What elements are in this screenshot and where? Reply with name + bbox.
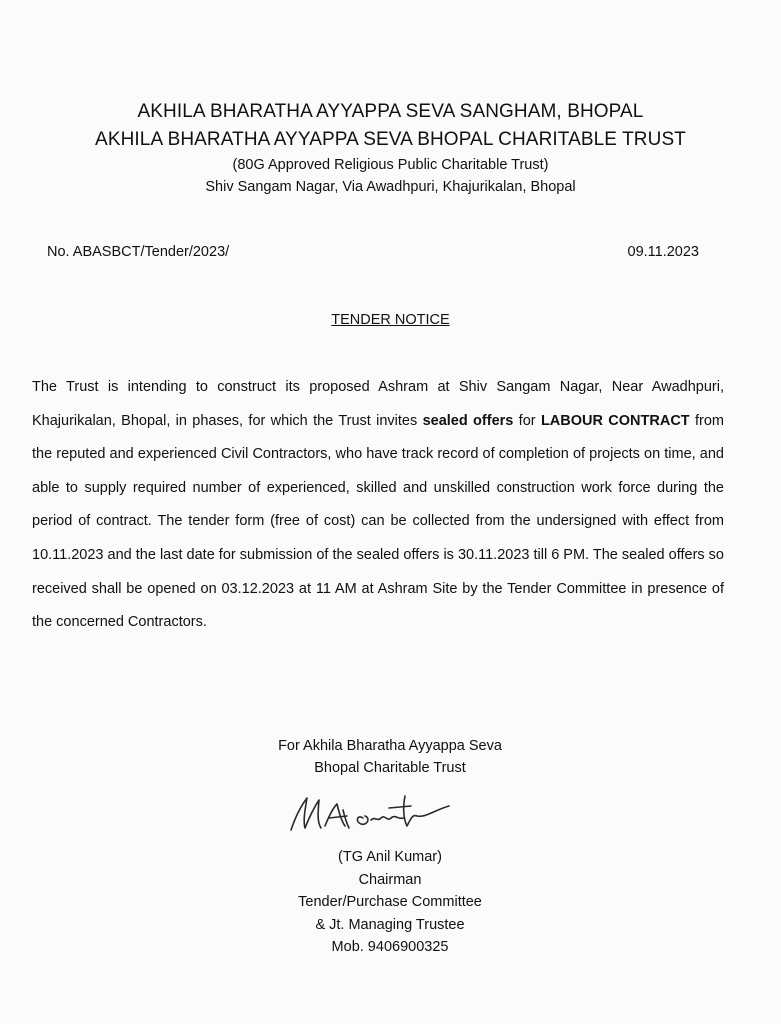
body-part2: for (513, 412, 541, 429)
handwritten-signature (285, 788, 455, 838)
body-part3: from the reputed and experienced Civil Contractors, who have track record of completion of projects on time, and able to supply required number of experienced, skilled and unskilled construction work force during the period of contract. The tender form (free of cost) can be collected from the undersigned with effect from 10.11.2023 and the last date for submission of the sealed offers is 30.11.2023 till 6 PM. The sealed offers so received shall be opened on 03.12.2023 at 11 AM at Ashram Site by the Tender Committee in presence of the concerned Contractors. (32, 412, 724, 631)
signatory-role-chairman: Chairman (358, 871, 422, 888)
notice-title: TENDER NOTICE (331, 312, 450, 328)
signature-for-block (210, 735, 570, 779)
org-name-line1: AKHILA BHARATHA AYYAPPA SEVA SANGHAM, BHOPAL (137, 101, 644, 122)
body-part1: The Trust is intending to construct its proposed Ashram at Shiv Sangam Nagar, Near Awadhpuri, Khajurikalan, Bhopal, in phases, for which the Trust invites (32, 379, 724, 429)
notice-body (32, 371, 724, 640)
signatory-details (210, 846, 570, 959)
signatory-role-trustee: & Jt. Managing Trustee (315, 916, 465, 933)
org-subtitle: (80G Approved Religious Public Charitable Trust) (232, 157, 549, 173)
signatory-role-committee: Tender/Purchase Committee (298, 894, 482, 910)
signatory-mobile: Mob. 9406900325 (331, 939, 449, 955)
org-address: Shiv Sangam Nagar, Via Awadhpuri, Khajurikalan, Bhopal (205, 179, 576, 195)
body-bold-labour-contract: LABOUR CONTRACT (540, 412, 690, 429)
for-line1: For Akhila Bharatha Ayyappa Seva (278, 738, 502, 754)
signatory-name: (TG Anil Kumar) (338, 849, 442, 865)
reference-date: 09.11.2023 (627, 244, 699, 260)
reference-number: No. ABASBCT/Tender/2023/ (47, 244, 230, 260)
letterhead (0, 98, 781, 198)
body-bold-sealed-offers: sealed offers (422, 412, 514, 429)
org-name-line2: AKHILA BHARATHA AYYAPPA SEVA BHOPAL CHARITABLE TRUST (95, 129, 686, 150)
for-line2: Bhopal Charitable Trust (314, 760, 466, 776)
reference-line (47, 244, 699, 260)
